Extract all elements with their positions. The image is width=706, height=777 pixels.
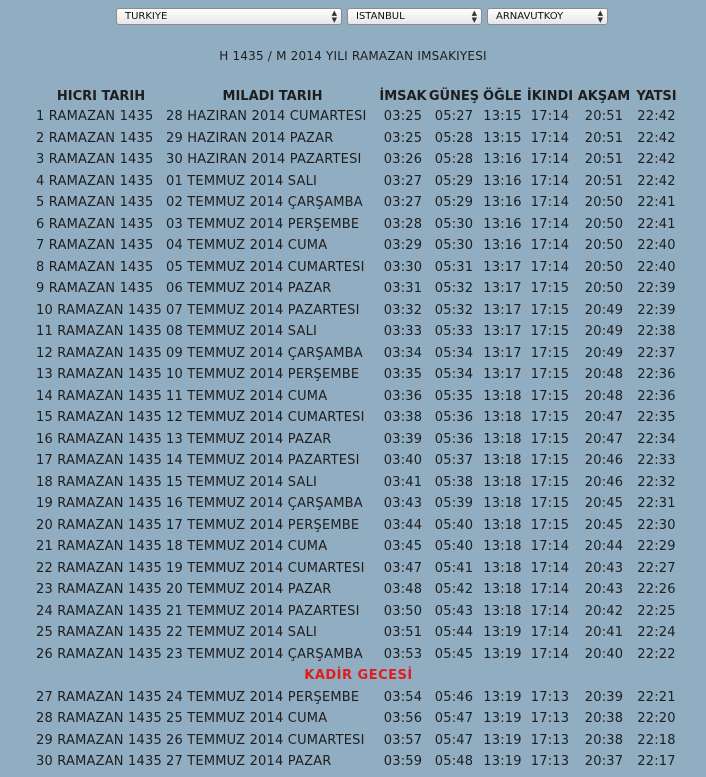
cell-aksam: 20:45 (584, 496, 624, 512)
cell-aksam: 20:41 (584, 625, 624, 641)
cell-aksam: 20:47 (584, 410, 624, 426)
table-row (36, 558, 681, 580)
cell-ikindi: 17:13 (530, 689, 570, 705)
cell-imsak: 03:30 (383, 259, 423, 275)
table-row (36, 386, 681, 408)
cell-aksam: 20:40 (584, 646, 624, 662)
cell-imsak: 03:34 (383, 345, 423, 361)
cell-ogle: 13:19 (483, 625, 522, 641)
district-select-value: ARNAVUTKOY (496, 11, 564, 22)
cell-yatsi: 22:30 (637, 517, 676, 533)
cell-imsak: 03:32 (383, 302, 423, 318)
cell-miladi: 04 TEMMUZ 2014 CUMA (166, 238, 328, 254)
cell-yatsi: 22:27 (637, 560, 676, 576)
cell-yatsi: 22:25 (637, 603, 676, 619)
cell-ogle: 13:18 (483, 539, 522, 555)
cell-ogle: 13:17 (483, 367, 522, 383)
cell-aksam: 20:51 (584, 130, 624, 146)
cell-miladi: 18 TEMMUZ 2014 CUMA (166, 539, 328, 555)
cell-imsak: 03:31 (383, 281, 423, 297)
cell-imsak: 03:44 (383, 517, 423, 533)
cell-imsak: 03:25 (383, 130, 423, 146)
cell-hicri: 22 RAMAZAN 1435 (36, 560, 162, 576)
cell-imsak: 03:38 (383, 410, 423, 426)
cell-hicri: 7 RAMAZAN 1435 (36, 238, 154, 254)
table-row (36, 622, 681, 644)
kadir-gecesi-row (36, 665, 681, 687)
cell-gunes: 05:47 (434, 732, 474, 748)
cell-miladi: 30 HAZIRAN 2014 PAZARTESI (166, 152, 362, 168)
cell-ogle: 13:16 (483, 173, 522, 189)
cell-yatsi: 22:36 (637, 388, 676, 404)
table-row (36, 450, 681, 472)
kadir-gecesi-label: KADİR GECESİ (304, 668, 413, 684)
country-select-value: TURKIYE (125, 11, 168, 22)
cell-gunes: 05:30 (434, 216, 474, 232)
cell-imsak: 03:27 (383, 195, 423, 211)
cell-aksam: 20:49 (584, 302, 624, 318)
cell-ogle: 13:18 (483, 517, 522, 533)
cell-aksam: 20:38 (584, 732, 624, 748)
cell-imsak: 03:48 (383, 582, 423, 598)
cell-aksam: 20:45 (584, 517, 624, 533)
imsakiye-table (36, 86, 681, 773)
cell-ikindi: 17:15 (530, 324, 570, 340)
cell-miladi: 28 HAZIRAN 2014 CUMARTESI (166, 109, 367, 125)
cell-aksam: 20:50 (584, 216, 624, 232)
cell-hicri: 6 RAMAZAN 1435 (36, 216, 154, 232)
table-row (36, 493, 681, 515)
select-arrows-icon: ▲ ▼ (597, 9, 603, 24)
cell-hicri: 13 RAMAZAN 1435 (36, 367, 162, 383)
cell-ikindi: 17:14 (530, 195, 570, 211)
cell-gunes: 05:31 (434, 259, 474, 275)
cell-aksam: 20:46 (584, 474, 624, 490)
cell-miladi: 03 TEMMUZ 2014 PERŞEMBE (166, 216, 360, 232)
cell-ikindi: 17:13 (530, 711, 570, 727)
cell-yatsi: 22:41 (637, 216, 676, 232)
cell-miladi: 22 TEMMUZ 2014 SALI (166, 625, 318, 641)
cell-yatsi: 22:26 (637, 582, 676, 598)
cell-ogle: 13:18 (483, 453, 522, 469)
cell-imsak: 03:25 (383, 109, 423, 125)
cell-gunes: 05:36 (434, 410, 474, 426)
cell-gunes: 05:43 (434, 603, 474, 619)
cell-hicri: 8 RAMAZAN 1435 (36, 259, 154, 275)
table-row (36, 579, 681, 601)
cell-imsak: 03:39 (383, 431, 423, 447)
cell-ikindi: 17:15 (530, 431, 570, 447)
select-arrows-icon: ▲ ▼ (471, 9, 477, 24)
cell-aksam: 20:49 (584, 345, 624, 361)
cell-gunes: 05:39 (434, 496, 474, 512)
cell-imsak: 03:29 (383, 238, 423, 254)
table-row (36, 364, 681, 386)
cell-miladi: 05 TEMMUZ 2014 CUMARTESI (166, 259, 365, 275)
header-imsak: İMSAK (379, 88, 427, 104)
cell-ikindi: 17:15 (530, 367, 570, 383)
cell-ikindi: 17:15 (530, 281, 570, 297)
cell-ikindi: 17:14 (530, 130, 570, 146)
header-yatsi: YATSI (636, 88, 677, 104)
table-row (36, 214, 681, 236)
cell-hicri: 3 RAMAZAN 1435 (36, 152, 154, 168)
table-row (36, 730, 681, 752)
cell-aksam: 20:46 (584, 453, 624, 469)
cell-ogle: 13:19 (483, 711, 522, 727)
cell-yatsi: 22:39 (637, 281, 676, 297)
header-ikindi: İKINDI (526, 88, 574, 104)
cell-miladi: 01 TEMMUZ 2014 SALI (166, 173, 318, 189)
cell-yatsi: 22:36 (637, 367, 676, 383)
cell-yatsi: 22:40 (637, 259, 676, 275)
cell-ikindi: 17:14 (530, 625, 570, 641)
table-row (36, 192, 681, 214)
cell-ogle: 13:18 (483, 560, 522, 576)
cell-ikindi: 17:15 (530, 453, 570, 469)
cell-imsak: 03:59 (383, 754, 423, 770)
location-selectors (0, 8, 706, 28)
cell-hicri: 9 RAMAZAN 1435 (36, 281, 154, 297)
cell-hicri: 30 RAMAZAN 1435 (36, 754, 162, 770)
cell-ogle: 13:18 (483, 496, 522, 512)
cell-miladi: 26 TEMMUZ 2014 CUMARTESI (166, 732, 365, 748)
table-row (36, 472, 681, 494)
cell-aksam: 20:47 (584, 431, 624, 447)
cell-aksam: 20:51 (584, 109, 624, 125)
cell-hicri: 14 RAMAZAN 1435 (36, 388, 162, 404)
table-row (36, 300, 681, 322)
cell-ogle: 13:17 (483, 259, 522, 275)
cell-yatsi: 22:40 (637, 238, 676, 254)
cell-imsak: 03:45 (383, 539, 423, 555)
cell-miladi: 10 TEMMUZ 2014 PERŞEMBE (166, 367, 360, 383)
cell-gunes: 05:28 (434, 152, 474, 168)
cell-ogle: 13:17 (483, 281, 522, 297)
cell-yatsi: 22:33 (637, 453, 676, 469)
cell-gunes: 05:46 (434, 689, 474, 705)
cell-ogle: 13:19 (483, 689, 522, 705)
district-select[interactable] (487, 8, 608, 25)
table-row (36, 235, 681, 257)
cell-aksam: 20:39 (584, 689, 624, 705)
cell-miladi: 12 TEMMUZ 2014 CUMARTESI (166, 410, 365, 426)
cell-hicri: 26 RAMAZAN 1435 (36, 646, 162, 662)
cell-imsak: 03:28 (383, 216, 423, 232)
cell-miladi: 09 TEMMUZ 2014 ÇARŞAMBA (166, 345, 363, 361)
cell-ikindi: 17:15 (530, 302, 570, 318)
cell-ikindi: 17:15 (530, 496, 570, 512)
cell-ogle: 13:16 (483, 195, 522, 211)
cell-miladi: 02 TEMMUZ 2014 ÇARŞAMBA (166, 195, 363, 211)
cell-yatsi: 22:37 (637, 345, 676, 361)
cell-miladi: 25 TEMMUZ 2014 CUMA (166, 711, 328, 727)
cell-hicri: 27 RAMAZAN 1435 (36, 689, 162, 705)
cell-ikindi: 17:14 (530, 238, 570, 254)
cell-gunes: 05:40 (434, 539, 474, 555)
cell-hicri: 10 RAMAZAN 1435 (36, 302, 162, 318)
cell-ikindi: 17:15 (530, 410, 570, 426)
cell-gunes: 05:32 (434, 281, 474, 297)
cell-ogle: 13:19 (483, 646, 522, 662)
cell-ikindi: 17:15 (530, 474, 570, 490)
table-row (36, 708, 681, 730)
cell-aksam: 20:49 (584, 324, 624, 340)
cell-gunes: 05:37 (434, 453, 474, 469)
cell-gunes: 05:32 (434, 302, 474, 318)
cell-ogle: 13:18 (483, 410, 522, 426)
cell-ogle: 13:18 (483, 603, 522, 619)
cell-miladi: 23 TEMMUZ 2014 ÇARŞAMBA (166, 646, 363, 662)
table-row (36, 321, 681, 343)
cell-gunes: 05:28 (434, 130, 474, 146)
cell-hicri: 11 RAMAZAN 1435 (36, 324, 162, 340)
cell-ikindi: 17:14 (530, 539, 570, 555)
cell-imsak: 03:56 (383, 711, 423, 727)
cell-yatsi: 22:20 (637, 711, 676, 727)
cell-imsak: 03:54 (383, 689, 423, 705)
cell-aksam: 20:37 (584, 754, 624, 770)
table-row (36, 536, 681, 558)
cell-ikindi: 17:14 (530, 216, 570, 232)
cell-aksam: 20:43 (584, 582, 624, 598)
cell-ikindi: 17:14 (530, 603, 570, 619)
table-row (36, 171, 681, 193)
cell-gunes: 05:48 (434, 754, 474, 770)
cell-imsak: 03:36 (383, 388, 423, 404)
cell-aksam: 20:48 (584, 367, 624, 383)
header-miladi: MILADI TARIH (222, 88, 323, 104)
table-row (36, 751, 681, 773)
table-row (36, 407, 681, 429)
cell-ogle: 13:16 (483, 238, 522, 254)
cell-imsak: 03:40 (383, 453, 423, 469)
table-row (36, 644, 681, 666)
cell-ogle: 13:18 (483, 582, 522, 598)
cell-yatsi: 22:42 (637, 152, 676, 168)
cell-hicri: 25 RAMAZAN 1435 (36, 625, 162, 641)
cell-ikindi: 17:15 (530, 345, 570, 361)
select-arrows-icon: ▲ ▼ (331, 9, 337, 24)
cell-aksam: 20:50 (584, 259, 624, 275)
cell-ogle: 13:15 (483, 109, 522, 125)
cell-imsak: 03:26 (383, 152, 423, 168)
cell-ogle: 13:17 (483, 345, 522, 361)
table-row (36, 128, 681, 150)
cell-yatsi: 22:22 (637, 646, 676, 662)
cell-imsak: 03:57 (383, 732, 423, 748)
cell-hicri: 24 RAMAZAN 1435 (36, 603, 162, 619)
cell-aksam: 20:44 (584, 539, 624, 555)
table-header-row (36, 86, 681, 106)
cell-gunes: 05:29 (434, 195, 474, 211)
cell-yatsi: 22:42 (637, 130, 676, 146)
cell-ikindi: 17:15 (530, 388, 570, 404)
cell-ikindi: 17:13 (530, 754, 570, 770)
cell-miladi: 07 TEMMUZ 2014 PAZARTESI (166, 302, 360, 318)
cell-gunes: 05:36 (434, 431, 474, 447)
header-hicri: HICRI TARIH (56, 88, 146, 104)
cell-gunes: 05:44 (434, 625, 474, 641)
city-select[interactable] (347, 8, 482, 25)
cell-yatsi: 22:31 (637, 496, 676, 512)
cell-miladi: 20 TEMMUZ 2014 PAZAR (166, 582, 332, 598)
cell-imsak: 03:47 (383, 560, 423, 576)
cell-yatsi: 22:32 (637, 474, 676, 490)
header-aksam: AKŞAM (577, 88, 631, 104)
country-select[interactable] (116, 8, 342, 25)
table-row (36, 601, 681, 623)
cell-hicri: 16 RAMAZAN 1435 (36, 431, 162, 447)
cell-aksam: 20:51 (584, 152, 624, 168)
cell-miladi: 13 TEMMUZ 2014 PAZAR (166, 431, 332, 447)
cell-aksam: 20:48 (584, 388, 624, 404)
cell-yatsi: 22:34 (637, 431, 676, 447)
cell-hicri: 18 RAMAZAN 1435 (36, 474, 162, 490)
cell-ikindi: 17:14 (530, 152, 570, 168)
cell-miladi: 19 TEMMUZ 2014 CUMARTESI (166, 560, 365, 576)
cell-ogle: 13:17 (483, 324, 522, 340)
cell-hicri: 12 RAMAZAN 1435 (36, 345, 162, 361)
cell-gunes: 05:47 (434, 711, 474, 727)
cell-ogle: 13:18 (483, 474, 522, 490)
cell-aksam: 20:38 (584, 711, 624, 727)
header-gunes: GÜNEŞ (428, 88, 480, 104)
cell-yatsi: 22:24 (637, 625, 676, 641)
cell-gunes: 05:33 (434, 324, 474, 340)
cell-hicri: 4 RAMAZAN 1435 (36, 173, 154, 189)
cell-gunes: 05:34 (434, 345, 474, 361)
cell-miladi: 14 TEMMUZ 2014 PAZARTESI (166, 453, 360, 469)
cell-ogle: 13:18 (483, 388, 522, 404)
cell-miladi: 27 TEMMUZ 2014 PAZAR (166, 754, 332, 770)
cell-ogle: 13:17 (483, 302, 522, 318)
cell-ikindi: 17:14 (530, 173, 570, 189)
cell-yatsi: 22:38 (637, 324, 676, 340)
cell-hicri: 29 RAMAZAN 1435 (36, 732, 162, 748)
cell-aksam: 20:50 (584, 195, 624, 211)
cell-aksam: 20:50 (584, 238, 624, 254)
cell-imsak: 03:51 (383, 625, 423, 641)
cell-imsak: 03:43 (383, 496, 423, 512)
cell-hicri: 5 RAMAZAN 1435 (36, 195, 154, 211)
cell-yatsi: 22:39 (637, 302, 676, 318)
cell-hicri: 1 RAMAZAN 1435 (36, 109, 154, 125)
cell-aksam: 20:43 (584, 560, 624, 576)
cell-miladi: 15 TEMMUZ 2014 SALI (166, 474, 318, 490)
cell-gunes: 05:27 (434, 109, 474, 125)
cell-yatsi: 22:17 (637, 754, 676, 770)
cell-miladi: 21 TEMMUZ 2014 PAZARTESI (166, 603, 360, 619)
cell-hicri: 20 RAMAZAN 1435 (36, 517, 162, 533)
cell-gunes: 05:35 (434, 388, 474, 404)
cell-yatsi: 22:35 (637, 410, 676, 426)
cell-ikindi: 17:13 (530, 732, 570, 748)
page-title: H 1435 / M 2014 YILI RAMAZAN IMSAKIYESI (219, 49, 487, 63)
cell-imsak: 03:41 (383, 474, 423, 490)
table-row (36, 687, 681, 709)
cell-ikindi: 17:14 (530, 582, 570, 598)
cell-gunes: 05:38 (434, 474, 474, 490)
cell-miladi: 17 TEMMUZ 2014 PERŞEMBE (166, 517, 360, 533)
cell-imsak: 03:27 (383, 173, 423, 189)
cell-hicri: 19 RAMAZAN 1435 (36, 496, 162, 512)
header-ogle: ÖĞLE (483, 88, 522, 104)
cell-miladi: 11 TEMMUZ 2014 CUMA (166, 388, 328, 404)
cell-ikindi: 17:14 (530, 560, 570, 576)
cell-gunes: 05:30 (434, 238, 474, 254)
cell-hicri: 23 RAMAZAN 1435 (36, 582, 162, 598)
cell-ogle: 13:16 (483, 216, 522, 232)
table-row (36, 257, 681, 279)
cell-hicri: 21 RAMAZAN 1435 (36, 539, 162, 555)
cell-miladi: 29 HAZIRAN 2014 PAZAR (166, 130, 334, 146)
cell-ikindi: 17:15 (530, 517, 570, 533)
cell-hicri: 15 RAMAZAN 1435 (36, 410, 162, 426)
cell-hicri: 28 RAMAZAN 1435 (36, 711, 162, 727)
city-select-value: ISTANBUL (356, 11, 405, 22)
table-row (36, 278, 681, 300)
cell-yatsi: 22:42 (637, 109, 676, 125)
cell-gunes: 05:42 (434, 582, 474, 598)
cell-gunes: 05:29 (434, 173, 474, 189)
cell-miladi: 16 TEMMUZ 2014 ÇARŞAMBA (166, 496, 363, 512)
cell-yatsi: 22:42 (637, 173, 676, 189)
table-row (36, 515, 681, 537)
cell-yatsi: 22:29 (637, 539, 676, 555)
cell-miladi: 06 TEMMUZ 2014 PAZAR (166, 281, 332, 297)
table-row (36, 429, 681, 451)
cell-gunes: 05:41 (434, 560, 474, 576)
cell-imsak: 03:35 (383, 367, 423, 383)
cell-imsak: 03:50 (383, 603, 423, 619)
cell-ikindi: 17:14 (530, 259, 570, 275)
cell-ikindi: 17:14 (530, 109, 570, 125)
cell-yatsi: 22:21 (637, 689, 676, 705)
cell-ikindi: 17:14 (530, 646, 570, 662)
table-row (36, 343, 681, 365)
cell-ogle: 13:19 (483, 754, 522, 770)
table-row (36, 106, 681, 128)
cell-imsak: 03:33 (383, 324, 423, 340)
cell-hicri: 2 RAMAZAN 1435 (36, 130, 154, 146)
cell-ogle: 13:16 (483, 152, 522, 168)
cell-gunes: 05:40 (434, 517, 474, 533)
cell-gunes: 05:34 (434, 367, 474, 383)
cell-yatsi: 22:18 (637, 732, 676, 748)
cell-miladi: 24 TEMMUZ 2014 PERŞEMBE (166, 689, 360, 705)
cell-imsak: 03:53 (383, 646, 423, 662)
cell-aksam: 20:51 (584, 173, 624, 189)
cell-ogle: 13:19 (483, 732, 522, 748)
cell-yatsi: 22:41 (637, 195, 676, 211)
cell-ogle: 13:15 (483, 130, 522, 146)
table-body (36, 106, 681, 773)
cell-gunes: 05:45 (434, 646, 474, 662)
table-row (36, 149, 681, 171)
cell-aksam: 20:50 (584, 281, 624, 297)
cell-hicri: 17 RAMAZAN 1435 (36, 453, 162, 469)
cell-miladi: 08 TEMMUZ 2014 SALI (166, 324, 318, 340)
cell-ogle: 13:18 (483, 431, 522, 447)
cell-aksam: 20:42 (584, 603, 624, 619)
